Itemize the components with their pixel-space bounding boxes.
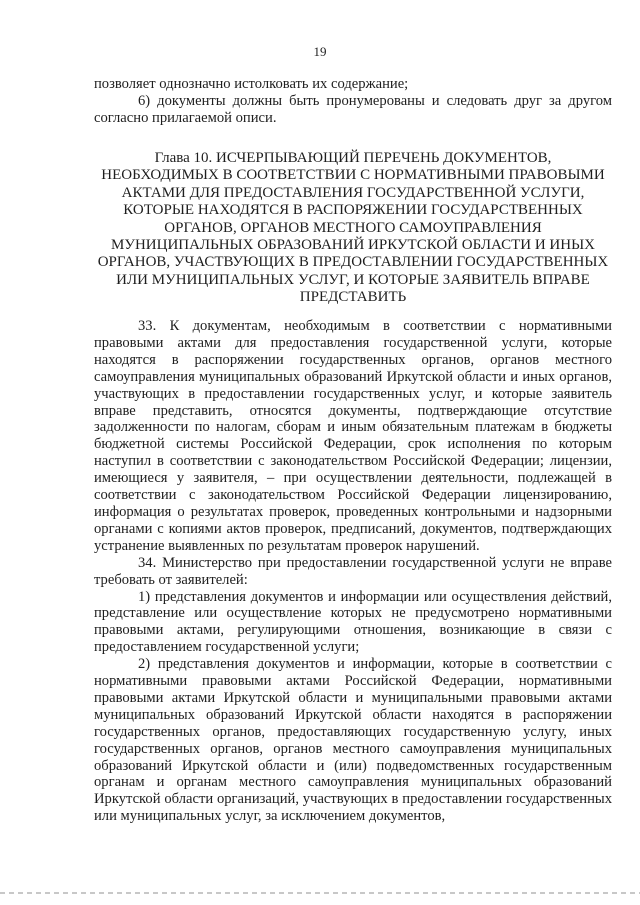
paragraph-34: 34. Министерство при предоставлении государственной услуги не вправе требовать от заявителей: [94,554,612,588]
paragraph-33: 33. К документам, необходимым в соответствии с нормативными правовыми актами для предоставления государственной услуги, которые находятся в распоряжении государственных органов, органов местного самоуправления муниципальных образований Иркутской области и иных органов, участвующих в предоставлении государственных услуг, и которые заявитель вправе представить, относятся документы, подтверждающие отсутствие задолженности по налогам, сборам и иным обязательным платежам в бюджеты бюджетной системы Российской Федерации, срок исполнения по которым наступил в соответствии с законодательством Российской Федерации; лицензии, имеющиеся у заявителя, – при осуществлении деятельности, подлежащей в соответствии с законодательством Российской Федерации лицензированию, информация о результатах проверок, проведенных контрольными и надзорными органами с копиями актов проверок, предписаний, документов, подтверждающих устранение выявленных по результатам проверок нарушений. [94,318,612,554]
continued-line: позволяет однозначно истолковать их содержание; [94,76,409,92]
paragraph-34-item-1: 1) представления документов и информации или осуществления действий, представление или осуществление которых не предусмотрено нормативными правовыми актами, регулирующими отношения, возникающие в связи с предоставлением государственной услуги; [94,588,612,656]
chapter-heading: Глава 10. ИСЧЕРПЫВАЮЩИЙ ПЕРЕЧЕНЬ ДОКУМЕНТОВ, НЕОБХОДИМЫХ В СООТВЕТСТВИИ С НОРМАТИВНЫМИ ПРАВОВЫМИ АКТАМИ ДЛЯ ПРЕДОСТАВЛЕНИЯ ГОСУДАРСТВЕННОЙ УСЛУГИ, КОТОРЫЕ НАХОДЯТСЯ В РАСПОРЯЖЕНИИ ГОСУДАРСТВЕННЫХ ОРГАНОВ, ОРГАНОВ МЕСТНОГО САМОУПРАВЛЕНИЯ МУНИЦИПАЛЬНЫХ ОБРАЗОВАНИЙ ИРКУТСКОЙ ОБЛАСТИ И ИНЫХ ОРГАНОВ, УЧАСТВУЮЩИХ В ПРЕДОСТАВЛЕНИИ ГОСУДАРСТВЕННЫХ ИЛИ МУНИЦИПАЛЬНЫХ УСЛУГ, И КОТОРЫЕ ЗАЯВИТЕЛЬ ВПРАВЕ ПРЕДСТАВИТЬ [97,150,609,306]
main-text-block [94,318,612,825]
paragraph-34-item-2: 2) представления документов и информации, которые в соответствии с нормативными правовыми актами Российской Федерации, нормативными правовыми актами Иркутской области и муниципальными правовыми актами муниципальных образований Иркутской области находятся в распоряжении государственных органов, предоставляющих государственную услугу, иных государственных органов, органов местного самоуправления муниципальных образований Иркутской области и (или) подведомственных государственным органам и органам местного самоуправления муниципальных образований Иркутской области организаций, участвующих в предоставлении государственных или муниципальных услуг, за исключением документов, [94,656,612,825]
scan-bottom-edge [0,892,640,894]
intro-block [94,76,612,127]
page-number: 19 [313,44,327,59]
list-item-6: 6) документы должны быть пронумерованы и следовать друг за другом согласно прилагаемой описи. [94,92,612,126]
